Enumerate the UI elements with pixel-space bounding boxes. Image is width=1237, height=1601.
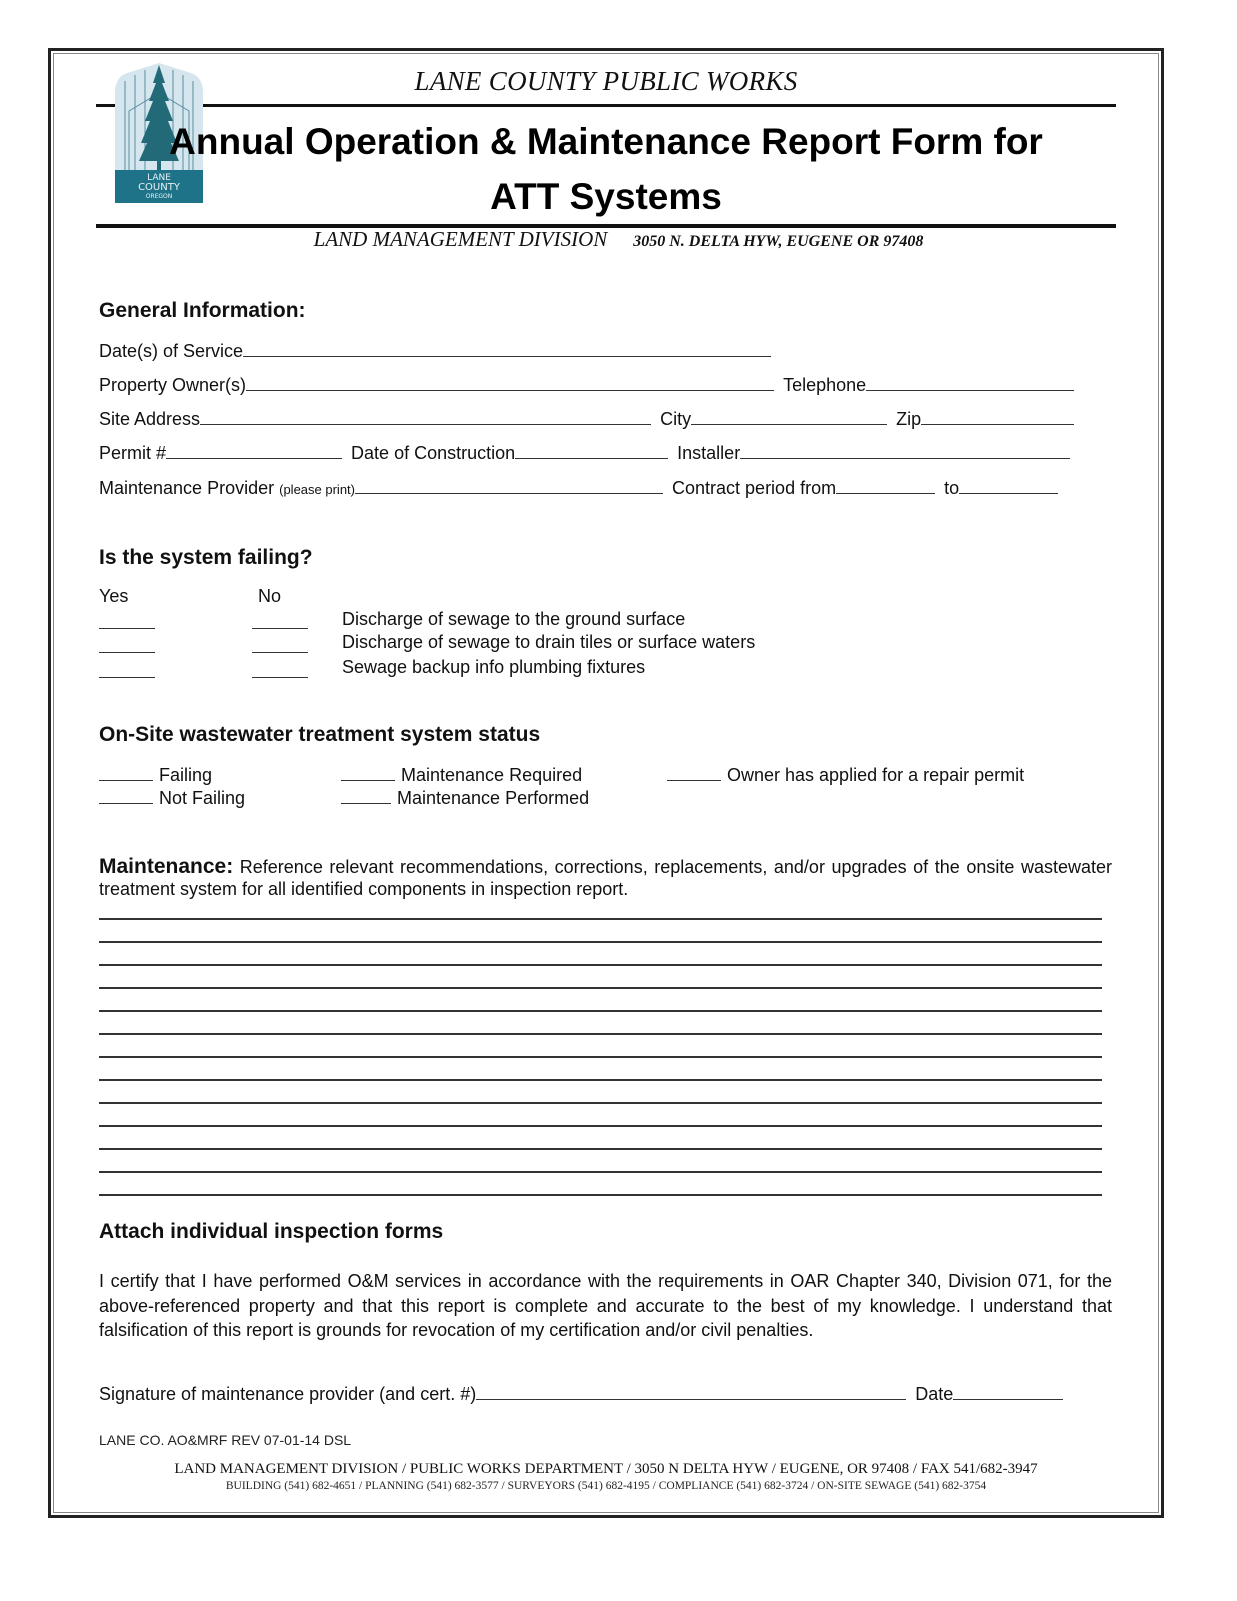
contract-period-to-label: to (944, 478, 960, 498)
maintenance-write-line[interactable] (99, 1171, 1102, 1173)
form-title-line1: Annual Operation & Maintenance Report Form for (169, 121, 1043, 162)
signature-row (99, 1383, 1063, 1405)
no-blank-sewage-backup[interactable] (252, 677, 308, 678)
division-address: 3050 N. DELTA HYW, EUGENE OR 97408 (633, 233, 924, 250)
maintenance-instructions (99, 856, 1112, 900)
property-owner-row (99, 374, 1074, 396)
failing-item-sewage-backup: Sewage backup info plumbing fixtures (342, 657, 646, 677)
status-failing-label: Failing (159, 765, 213, 785)
city-field[interactable] (691, 408, 887, 425)
status-maintenance-performed-blank[interactable] (341, 787, 391, 804)
status-maintenance-required-label: Maintenance Required (401, 765, 583, 785)
maintenance-write-line[interactable] (99, 1056, 1102, 1058)
system-status-heading: On-Site wastewater treatment system status (99, 723, 541, 746)
status-repair-permit-label: Owner has applied for a repair permit (727, 765, 1025, 785)
telephone-label: Telephone (783, 375, 867, 395)
date-of-construction-label: Date of Construction (351, 443, 516, 463)
status-repair-permit[interactable] (667, 764, 1024, 786)
header-top-rule (96, 104, 1116, 107)
failing-item-ground-surface: Discharge of sewage to the ground surface (342, 609, 686, 629)
form-title-line2: ATT Systems (490, 176, 722, 217)
form-title (100, 114, 1112, 224)
svg-text:LANE: LANE (147, 173, 171, 183)
maintenance-provider-row (99, 477, 1058, 499)
installer-field[interactable] (740, 442, 1070, 459)
dates-of-service-field[interactable] (243, 340, 771, 357)
yes-blank-sewage-backup[interactable] (99, 677, 155, 678)
signature-field[interactable] (476, 1383, 906, 1400)
status-maintenance-performed[interactable] (341, 787, 589, 809)
status-repair-permit-blank[interactable] (667, 764, 721, 781)
yes-blank-ground-surface[interactable] (99, 628, 155, 629)
contract-period-from-label: Contract period from (672, 478, 837, 498)
dates-of-service-row (99, 340, 771, 362)
yes-column-label: Yes (99, 586, 129, 606)
site-address-field[interactable] (200, 408, 651, 425)
system-failing-heading: Is the system failing? (99, 546, 313, 569)
maintenance-write-line[interactable] (99, 941, 1102, 943)
no-blank-ground-surface[interactable] (252, 628, 308, 629)
status-maintenance-performed-label: Maintenance Performed (397, 788, 590, 808)
maintenance-write-line[interactable] (99, 987, 1102, 989)
signature-date-label: Date (915, 1384, 954, 1404)
maintenance-write-line[interactable] (99, 964, 1102, 966)
maintenance-write-line[interactable] (99, 1194, 1102, 1196)
yes-blank-drain-tiles[interactable] (99, 652, 155, 653)
permit-label: Permit # (99, 443, 167, 463)
footer-address: LAND MANAGEMENT DIVISION / PUBLIC WORKS DEPARTMENT / 3050 N DELTA HYW / EUGENE, OR 97408 / FAX 541/682-3947 (174, 1461, 1038, 1477)
maintenance-write-line[interactable] (99, 1010, 1102, 1012)
signature-label: Signature of maintenance provider (and cert. #) (99, 1384, 477, 1404)
contract-period-from-field[interactable] (836, 477, 935, 494)
svg-text:OREGON: OREGON (145, 193, 173, 200)
status-not-failing-blank[interactable] (99, 787, 153, 804)
maintenance-description: Reference relevant recommendations, corrections, replacements, and/or upgrades of the onsite wastewater treatment system for all identified components in inspection report. (99, 857, 1112, 899)
date-of-construction-field[interactable] (515, 442, 668, 459)
status-maintenance-required[interactable] (341, 764, 582, 786)
general-information-heading: General Information: (99, 299, 306, 322)
property-owners-label: Property Owner(s) (99, 375, 247, 395)
no-column-label: No (258, 586, 282, 606)
maintenance-provider-field[interactable] (355, 477, 663, 494)
org-title: LANE COUNTY PUBLIC WORKS (414, 66, 798, 96)
maintenance-write-line[interactable] (99, 1033, 1102, 1035)
permit-field[interactable] (166, 442, 342, 459)
status-maintenance-required-blank[interactable] (341, 764, 395, 781)
zip-label: Zip (896, 409, 922, 429)
site-address-label: Site Address (99, 409, 201, 429)
signature-date-field[interactable] (953, 1383, 1063, 1400)
site-address-row (99, 408, 1074, 430)
zip-field[interactable] (921, 408, 1074, 425)
status-not-failing[interactable] (99, 787, 245, 809)
city-label: City (660, 409, 692, 429)
status-failing[interactable] (99, 764, 212, 786)
maintenance-write-line[interactable] (99, 1102, 1102, 1104)
status-failing-blank[interactable] (99, 764, 153, 781)
maintenance-write-line[interactable] (99, 918, 1102, 920)
division-line (0, 227, 1237, 252)
status-not-failing-label: Not Failing (159, 788, 246, 808)
maintenance-write-line[interactable] (99, 1125, 1102, 1127)
dates-of-service-label: Date(s) of Service (99, 341, 244, 361)
property-owners-field[interactable] (246, 374, 774, 391)
installer-label: Installer (677, 443, 741, 463)
division-name: LAND MANAGEMENT DIVISION (313, 227, 608, 251)
permit-row (99, 442, 1070, 464)
maintenance-write-line[interactable] (99, 1148, 1102, 1150)
attach-forms-heading: Attach individual inspection forms (99, 1220, 444, 1243)
certification-statement: I certify that I have performed O&M services in accordance with the requirements in OAR Chapter 340, Division 071, for the above-referenced property and that this report is complete and accurate to the best of my knowledge. I understand that falsification of this report is grounds for revocation of my certification and/or civil penalties. (99, 1271, 1112, 1340)
contract-period-to-field[interactable] (959, 477, 1058, 494)
please-print-note: (please print) (279, 482, 355, 497)
footer-phone-numbers: BUILDING (541) 682-4651 / PLANNING (541) 682-3577 / SURVEYORS (541) 682-4195 / COMPLIANCE (541) 682-3724 / ON-SITE SEWAGE (541) 682-3754 (225, 1480, 987, 1492)
svg-text:COUNTY: COUNTY (138, 182, 180, 193)
maintenance-provider-label: Maintenance Provider (99, 478, 275, 498)
failing-item-drain-tiles: Discharge of sewage to drain tiles or surface waters (342, 632, 756, 652)
revision-code: LANE CO. AO&MRF REV 07-01-14 DSL (99, 1432, 352, 1448)
telephone-field[interactable] (866, 374, 1074, 391)
maintenance-write-line[interactable] (99, 1079, 1102, 1081)
maintenance-label: Maintenance: (99, 855, 234, 878)
no-blank-drain-tiles[interactable] (252, 652, 308, 653)
